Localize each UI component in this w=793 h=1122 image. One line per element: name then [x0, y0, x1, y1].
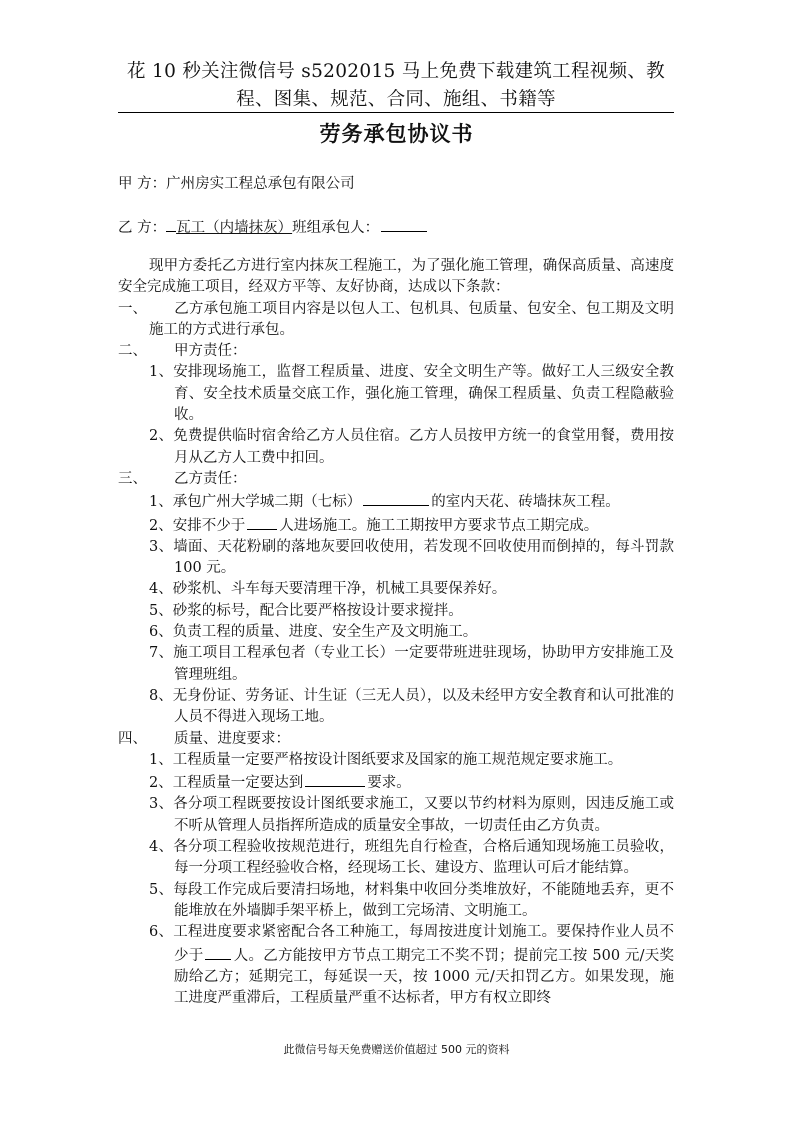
- section-3-item-2-pre: 2、安排不少于: [149, 517, 246, 534]
- section-4-item: 3、各分项工程既要按设计图纸要求施工，又要以节约材料为原则，因违反施工或不听从管理人员指挥所造成的质量安全事故，一切责任由乙方负责。: [149, 796, 674, 834]
- section-4-title: 质量、进度要求：: [174, 730, 290, 747]
- document-title: 劳务承包协议书: [319, 121, 474, 146]
- section-3-item-2-post: 人进场施工。施工工期按甲方要求节点工期完成。: [279, 517, 599, 534]
- section-1: [118, 299, 674, 342]
- section-3-item: 8、无身份证、劳务证、计生证（三无人员），以及未经甲方安全教育和认可批准的人员不得进入现场工地。: [149, 687, 674, 726]
- section-3-item: 3、墙面、天花粉刷的落地灰要回收使用，若发现不回收使用而倒掉的，每斗罚款 100 元。: [149, 538, 674, 577]
- section-4-item-6: [118, 922, 674, 1009]
- section-3-title: 乙方责任：: [174, 470, 247, 487]
- section-2-item: 2、免费提供临时宿舍给乙方人员住宿。乙方人员按甲方统一的食堂用餐，费用按月从乙方人工费中扣回。: [149, 428, 674, 466]
- promo-header-line1: 花 10 秒关注微信号 s5202015 马上免费下载建筑工程视频、教: [127, 61, 665, 82]
- party-b-line: [118, 216, 429, 239]
- section-4-item-2-blank: [305, 771, 365, 787]
- party-b-suffix: 班组承包人：: [292, 220, 380, 236]
- section-3-item: 4、砂浆机、斗车每天要清理干净，机械工具要保养好。: [149, 581, 507, 598]
- party-b-label: 乙 方：: [118, 220, 167, 236]
- section-3-item: 6、负责工程的质量、进度、安全生产及文明施工。: [149, 624, 478, 641]
- section-4-item-6-blank: [205, 944, 231, 960]
- section-2-item: 1、安排现场施工，监督工程质量、进度、安全文明生产等。做好工人三级安全教育、安全技术质量交底工作，强化施工管理，确保工程质量、负责工程隐蔽验收。: [149, 364, 674, 424]
- header-divider: [118, 112, 674, 113]
- section-3-heading: [118, 469, 674, 490]
- section-2-title: 甲方责任：: [174, 343, 247, 360]
- section-4-heading: [118, 729, 674, 750]
- section-3-item-1: [118, 490, 674, 513]
- promo-header-line2: 程、图集、规范、合同、施组、书籍等: [236, 89, 556, 110]
- section-4-item-2-post: 要求。: [367, 775, 411, 792]
- intro-paragraph: 现甲方委托乙方进行室内抹灰工程施工，为了强化施工管理，确保高质量、高速度安全完成施工项目，经双方平等、友好协商，达成以下条款：: [118, 258, 674, 296]
- party-a-line: [118, 173, 355, 195]
- section-3-item: 5、砂浆的标号，配合比要严格按设计要求搅拌。: [149, 602, 463, 619]
- section-4-item-6-pre: 6、工程进度要求紧密配合各工种施工，每周按进度计划施工。要保持作业人员不少于: [149, 924, 674, 964]
- section-3-item: 7、施工项目工程承包者（专业工长）一定要带班进驻现场，协助甲方安排施工及管理班组。: [149, 645, 674, 683]
- section-2-number: 二、: [118, 343, 147, 360]
- section-2-heading: [118, 341, 674, 362]
- section-4-item-2: [118, 771, 674, 794]
- section-4-item-1: 1、工程质量一定要严格按设计图纸要求及国家的施工规范规定要求施工。: [149, 751, 623, 768]
- section-4-item-6-post: 人。乙方能按甲方节点工期完工不奖不罚；提前完工按 500 元/天奖励给乙方；延期完工，每延误一天，按 1000 元/天扣罚乙方。如果发现，施工进度严重滞后，工程质量严重不达标者，甲方有权立即终: [174, 947, 674, 1007]
- section-1-number: 一、: [118, 300, 147, 317]
- page-footer: 此微信号每天免费赠送价值超过 500 元的资料: [283, 1043, 510, 1056]
- party-b-contractor-blank: [381, 216, 427, 232]
- section-3-item-2: [118, 514, 674, 537]
- party-a-name: 广州房实工程总承包有限公司: [166, 176, 355, 192]
- party-b-team: 瓦工（内墙抹灰）: [176, 220, 293, 236]
- section-3-number: 三、: [118, 470, 147, 487]
- party-a-label: 甲 方：: [118, 176, 167, 192]
- section-1-text: 乙方承包施工项目内容是以包人工、包机具、包质量、包安全、包工期及文明施工的方式进行承包。: [149, 300, 674, 338]
- promo-header: [118, 58, 674, 114]
- section-3-item-1-post: 的室内天花、砖墙抹灰工程。: [431, 494, 620, 511]
- party-b-leading-underline: [166, 216, 176, 232]
- section-4-number: 四、: [118, 730, 147, 747]
- section-4-item: 5、每段工作完成后要清扫场地，材料集中收回分类堆放好，不能随地丢弃，更不能堆放在外墙脚手架平桥上，做到工完场清、文明施工。: [149, 881, 674, 919]
- section-3-item-1-pre: 1、承包广州大学城二期（七标）: [149, 494, 362, 511]
- section-3-item-1-blank: [363, 490, 429, 506]
- section-4-item-2-pre: 2、工程质量一定要达到: [149, 775, 304, 792]
- agreement-body: [118, 256, 674, 1009]
- section-4-item: 4、各分项工程验收按规范进行，班组先自行检查，合格后通知现场施工员验收，每一分项工程经验收合格，经现场工长、建设方、监理认可后才能结算。: [149, 839, 674, 877]
- section-3-item-2-blank: [247, 514, 277, 530]
